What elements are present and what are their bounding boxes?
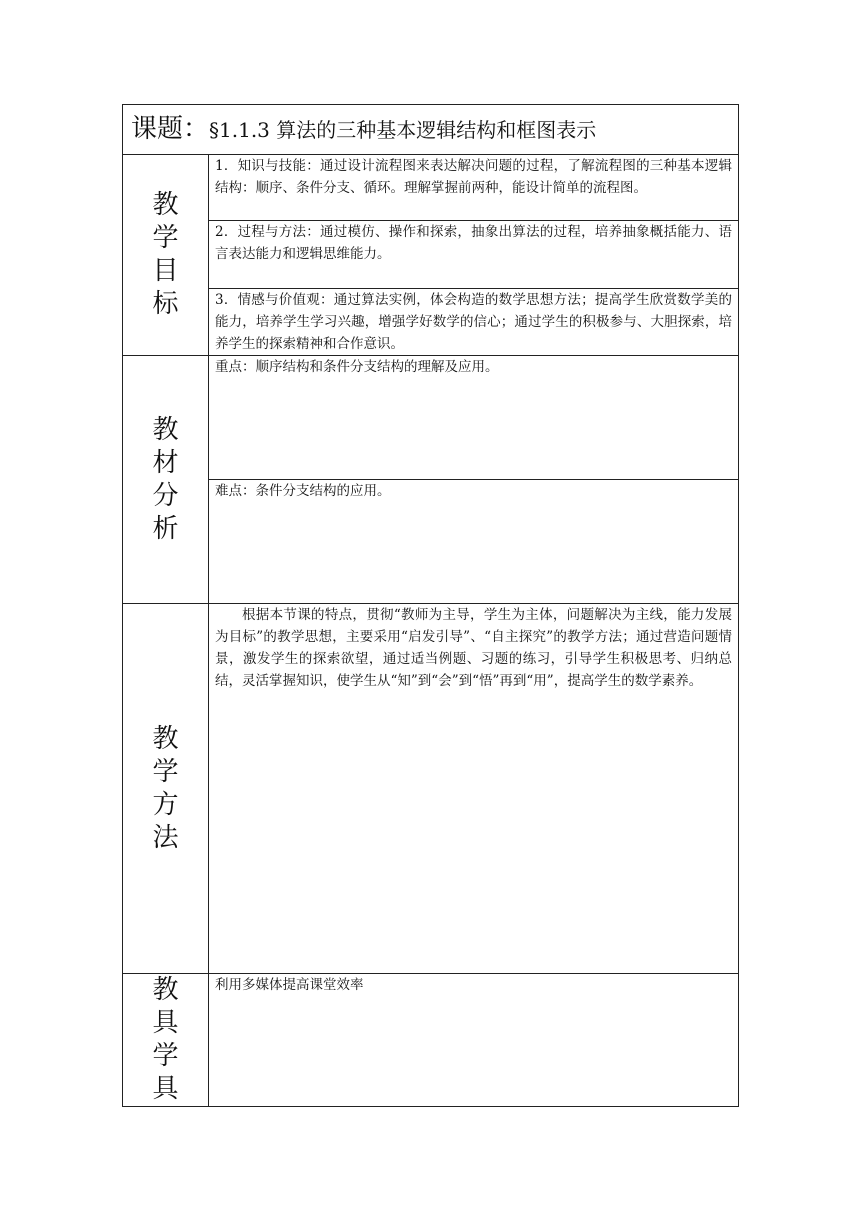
tools-label-cell — [123, 974, 209, 1107]
method-label-cell — [123, 604, 209, 974]
objective-1-cell — [209, 155, 739, 221]
objective-1: 1．知识与技能：通过设计流程图来表达解决问题的过程，了解流程图的三种基本逻辑结构：顺序、条件分支、循环。理解掌握前两种，能设计简单的流程图。 — [215, 158, 733, 196]
objectives-label-cell — [123, 155, 209, 356]
difficulty-cell — [209, 480, 739, 604]
method-text: 根据本节课的特点，贯彻“教师为主导，学生为主体，问题解决为主线，能力发展为目标”的教学思想，主要采用“启发引导”、“自主探究”的教学方法；通过营造问题情景，激发学生的探索欲望，通过适当例题、习题的练习，引导学生积极思考、归纳总结，灵活掌握知识，使学生从“知”到“会”到“悟”再到“用”，提高学生的数学素养。 — [215, 607, 733, 689]
key-point-cell — [209, 356, 739, 480]
lesson-plan-table — [122, 104, 739, 1107]
tools-cell — [209, 974, 739, 1107]
key-point: 重点：顺序结构和条件分支结构的理解及应用。 — [215, 359, 499, 375]
tools-text: 利用多媒体提高课堂效率 — [215, 977, 364, 993]
objectives-label: 教学目标 — [152, 190, 179, 319]
objective-3: 3．情感与价值观：通过算法实例，体会构造的数学思想方法；提高学生欣赏数学美的能力，培养学生学习兴趣，增强学好数学的信心；通过学生的积极参与、大胆探索，培养学生的探索精神和合作意识。 — [215, 292, 733, 352]
tools-label: 教具学具 — [152, 975, 179, 1104]
analysis-label: 教材分析 — [152, 414, 179, 544]
difficulty: 难点：条件分支结构的应用。 — [215, 483, 391, 499]
method-label: 教学方法 — [152, 723, 179, 853]
objective-2-cell — [209, 221, 739, 289]
method-cell — [209, 604, 739, 974]
objective-3-cell — [209, 289, 739, 356]
title-value: §1.1.3 算法的三种基本逻辑结构和框图表示 — [209, 118, 597, 142]
title-label: 课题： — [131, 114, 210, 144]
analysis-label-cell — [123, 356, 209, 604]
title-cell — [123, 105, 739, 155]
objective-2: 2．过程与方法：通过模仿、操作和探索，抽象出算法的过程，培养抽象概括能力、语言表达能力和逻辑思维能力。 — [215, 224, 733, 262]
